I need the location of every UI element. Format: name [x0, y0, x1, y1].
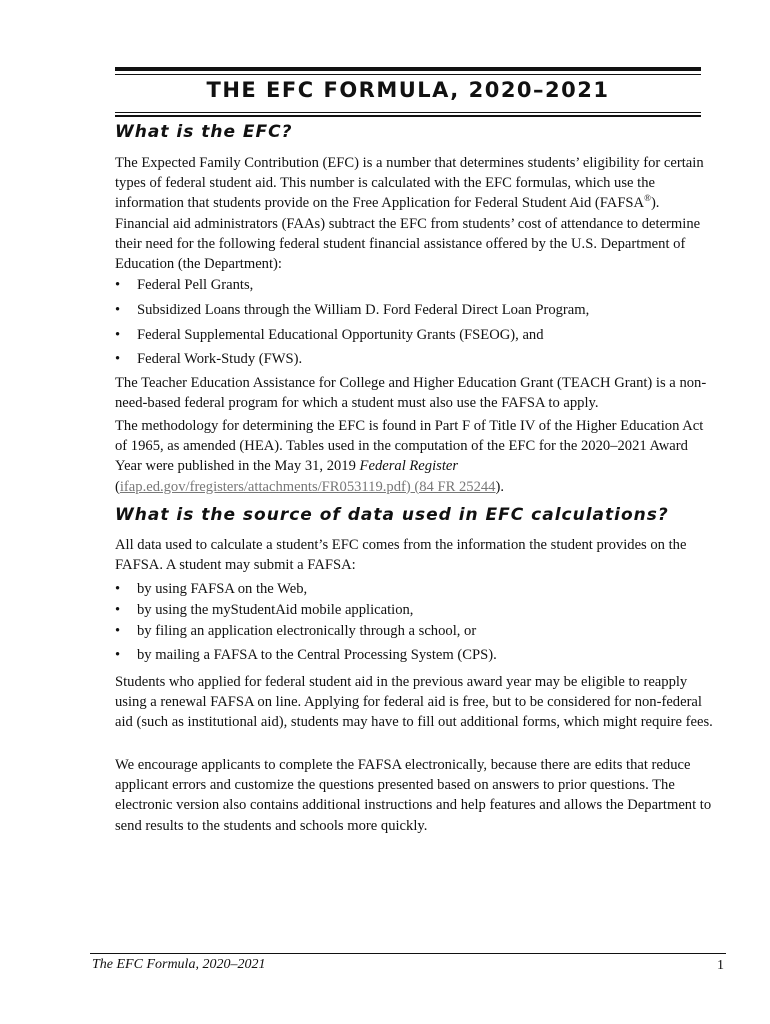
paragraph-methodology: The methodology for determining the EFC is found in Part F of Title IV of the Higher Education Act of 1965, as amended (HEA). Tables used in the computation of the EFC for the 2020–2021 Award Year were published in the May 31, 2019 Federal Register (ifap.ed.gov/fregisters/attachments/FR053119.pdf) (84 FR 25244).: [115, 418, 704, 495]
document-page: THE EFC FORMULA, 2020–2021 What is the EFC? The Expected Family Contribution (EFC) is a number that determines students’ eligibility for certain types of federal student aid. This number is calculated with the EFC formulas, which use the information that students provide on the Free Application for Federal Student Aid (FAFSA®). Financial aid administrators (FAAs) subtract the EFC from students’ cost of attendance to determine their need for the following federal student financial assistance offered by the U.S. Department of Education (the Department): • Federal Pell Grants, • Subsidized Loans through the William D. Ford Federal Direct Loan Program, • Federal Supplemental Educational Opportunity Grants (FSEOG), and • Federal Work-Study (FWS). The Teacher Education Assistance for College and Higher Education Grant (TEACH Grant) is a non-need-based federal program for which a student must also use the FAFSA to apply. The methodology for determining the EFC is found in Part F of Title IV of the Higher Education Act of 1965, as amended (HEA). Tables used in the computation of the EFC for the 2020–2021 Award Year were published in the May 31, 2019 Federal Register (ifap.ed.gov/fregisters/attachments/FR053119.pdf) (84 FR 25244). What is the source of data used in EFC calculations? All data used to calculate a student’s EFC comes from the information the student provides on the FAFSA. A student may submit a FAFSA: • by using FAFSA on the Web, • by using the myStudentAid mobile application, • by filing an application electronically through a school, or • by mailing a FAFSA to the Central Processing System (CPS). Students who applied for federal student aid in the previous award year may be eligible to reapply using a renewal FAFSA on line. Applying for federal aid is free, but to be considered for non-federal aid (such as institutional aid), students may have to fill out additional forms, which might require fees. We encourage applicants to complete the FAFSA electronically, because there are edits that reduce applicant errors and customize the questions presented based on answers to prior questions. The electronic version also contains additional instructions and help features and allows the Department to send results to the students and schools more quickly. The EFC Formula, 2020–2021 1: [0, 0, 770, 1024]
footer-rule: [90, 953, 726, 954]
paragraph-electronic: We encourage applicants to complete the FAFSA electronically, because there are edits that reduce applicant errors and customize the questions presented based on answers to prior questions. The electronic version also contains additional instructions and help features and allows the Department to send results to the students and schools more quickly.: [115, 757, 712, 834]
page-title: THE EFC FORMULA, 2020–2021: [206, 78, 610, 102]
top-rule-thick: [115, 67, 701, 71]
page-number: 1: [717, 958, 724, 973]
paragraph-teach-grant: The Teacher Education Assistance for College and Higher Education Grant (TEACH Grant) is a non-need-based federal program for which a student must also use the FAFSA to apply.: [115, 375, 707, 412]
footer-title: The EFC Formula, 2020–2021: [92, 957, 266, 972]
title-rule-thin: [115, 112, 701, 113]
federal-register-link[interactable]: ifap.ed.gov/fregisters/attachments/FR053119.pdf) (84 FR 25244: [119, 478, 496, 495]
section-heading-data-source: What is the source of data used in EFC calculations?: [115, 505, 669, 525]
paragraph-data-source: All data used to calculate a student’s EFC comes from the information the student provides on the FAFSA. A student may submit a FAFSA:: [115, 537, 687, 574]
section-heading-what-is-efc: What is the EFC?: [115, 122, 293, 142]
paragraph-efc-intro: The Expected Family Contribution (EFC) is a number that determines students’ eligibility for certain types of federal student aid. This number is calculated with the EFC formulas, which use the information that students provide on the Free Application for Federal Student Aid (FAFSA®). Financial aid administrators (FAAs) subtract the EFC from students’ cost of attendance to determine their need for the following federal student financial assistance offered by the U.S. Department of Education (the Department):: [115, 155, 704, 273]
title-rule-thick: [115, 115, 701, 117]
top-rule-thin: [115, 74, 701, 75]
paragraph-renewal: Students who applied for federal student aid in the previous award year may be eligible to reapply using a renewal FAFSA on line. Applying for federal aid is free, but to be considered for non-federal aid (such as institutional aid), students may have to fill out additional forms, which might require fees.: [115, 674, 713, 731]
